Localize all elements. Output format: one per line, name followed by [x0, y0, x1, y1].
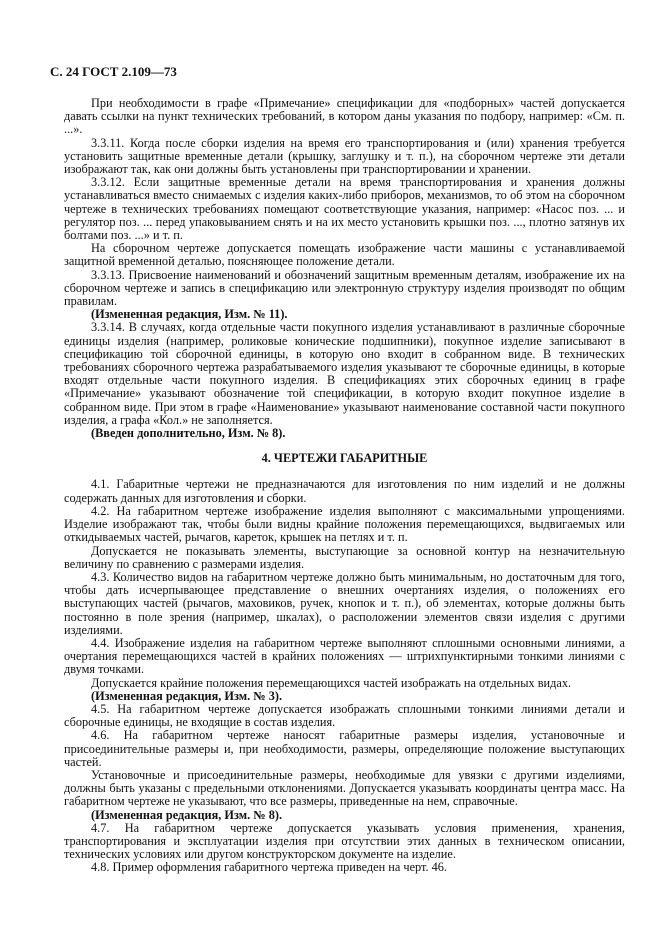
paragraph-4-7: 4.7. На габаритном чертеже допускается указывать условия применения, хранения, транспортирования и эксплуатации изделия при отсутствии этих данных в техническом описании, технических условиях или другом конструкторском документе на изделие. — [64, 820, 625, 862]
paragraph-4-5: 4.5. На габаритном чертеже допускается изображать сплошными тонкими линиями детали и сборочные единицы, не входящие в состав изделия. — [64, 701, 625, 730]
paragraph-4-4: 4.4. Изображение изделия на габаритном чертеже выполняют сплошными основными линиями, а очертания перемещающихся частей в крайних положениях — штрихпунктирными тонкими линиями с двумя точками. — [64, 635, 625, 677]
page-header: С. 24 ГОСТ 2.109—73 — [50, 64, 177, 79]
paragraph-3-3-11: 3.3.11. Когда после сборки изделия на время его транспортирования и (или) хранения требуется установить защитные временные детали (крышку, заглушку и т. п.), на сборочном чертеже эти детали изображают так, как они должны быть установлены при транспортировании и хранении. — [64, 135, 625, 177]
amendment-note: (Введен дополнительно, Изм. № 8). — [91, 426, 286, 441]
paragraph-3-3-12: 3.3.12. Если защитные временные детали на время транспортирования и хранения должны устанавливаться вместо снимаемых с изделия каких-либо приборов, механизмов, то об этом на сборочном чертеже в технических требованиях помещают соответствующие указания, например: «Насос поз. ... и регулятор поз. ... перед упаковыванием снять и на их место установить крышки поз. ..., плотно затянув их болтами поз. ...» и т. п. — [64, 175, 625, 243]
paragraph: Допускается крайние положения перемещающихся частей изображать на отдельных видах. — [91, 675, 572, 690]
paragraph: При необходимости в графе «Примечание» спецификации для «подборных» частей допускается давать ссылки на пункт технических требований, в котором даны указания по подбору, например: «См. п. ...». — [64, 96, 625, 137]
amendment-note: (Измененная редакция, Изм. № 8). — [91, 807, 283, 822]
amendment-note: (Измененная редакция, Изм. № 11). — [91, 307, 288, 322]
paragraph-4-2: 4.2. На габаритном чертеже изображение изделия выполняют с максимальными упрощениями. Изделие изображают так, чтобы были видны крайние положения перемещающихся, выдвигаемых или откидываемых частей, рычагов, кареток, крышек на петлях и т. п. — [64, 503, 625, 545]
paragraph-4-1: 4.1. Габаритные чертежи не предназначаются для изготовления по ним изделий и не должны содержать данных для изготовления и сборки. — [64, 477, 625, 505]
document-body — [64, 97, 625, 875]
section-title: 4. ЧЕРТЕЖИ ГАБАРИТНЫЕ — [261, 451, 428, 466]
paragraph: На сборочном чертеже допускается помещать изображение части машины с устанавливаемой защитной временной деталью, поясняющее положение детали. — [64, 241, 625, 269]
paragraph-3-3-13: 3.3.13. Присвоение наименований и обозначений защитным временным деталям, изображение их на сборочном чертеже и запись в спецификацию или электронную структуру изделия производят по общим правилам. — [64, 267, 625, 309]
paragraph: Допускается не показывать элементы, выступающие за основной контур на незначительную величину по сравнению с размерами изделия. — [64, 543, 625, 571]
paragraph-4-8: 4.8. Пример оформления габаритного чертежа приведен на черт. 46. — [91, 860, 448, 875]
paragraph-3-3-14: 3.3.14. В случаях, когда отдельные части покупного изделия устанавливают в различные сборочные единицы изделия (например, роликовые конические подшипники), покупное изделие записывают в спецификацию той сборочной единицы, в которую оно входит в собранном виде. В технических требованиях сборочного чертежа разрабатываемого изделия указывают те сборочные единицы, в которые входят отдельные части покупного изделия. В спецификациях этих сборочных единиц в графе «Примечание» указывают обозначение той спецификации, в которую входит покупное изделие в собранном виде. При этом в графе «Наименование» указывают наименование составной части покупного изделия, а графа «Кол.» не заполняется. — [64, 320, 625, 427]
paragraph: Установочные и присоединительные размеры, необходимые для увязки с другими изделиями, должны быть указаны с предельными отклонениями. Допускается указывать координаты центра масс. На габаритном чертеже не указывают, что все размеры, приведенные на нем, справочные. — [64, 767, 625, 809]
amendment-note: (Измененная редакция, Изм. № 3). — [91, 688, 283, 703]
paragraph-4-6: 4.6. На габаритном чертеже наносят габаритные размеры изделия, установочные и присоединительные размеры и, при необходимости, размеры, определяющие положение выступающих частей. — [64, 728, 625, 769]
paragraph-4-3: 4.3. Количество видов на габаритном чертеже должно быть минимальным, но достаточным для того, чтобы дать исчерпывающее представление о внешних очертаниях изделия, о положениях его выступающих частей (рычагов, маховиков, ручек, кнопок и т. п.), об элементах, которые должны быть постоянно в поле зрения (например, шкалах), о расположении элементов связи изделия с другими изделиями. — [64, 569, 625, 637]
